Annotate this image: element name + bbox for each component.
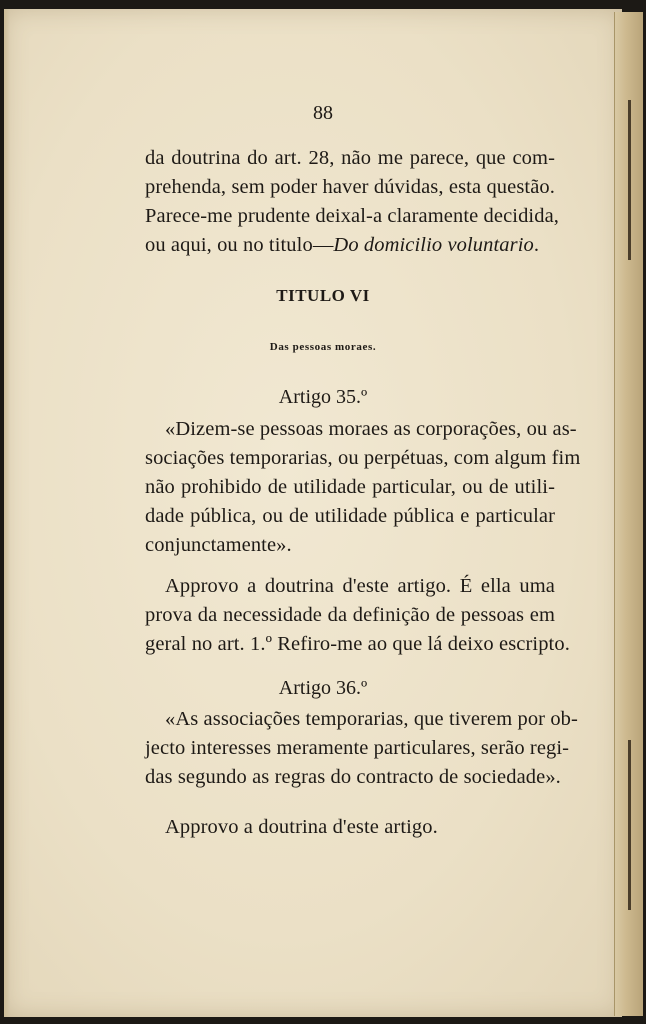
article-quote <box>145 415 581 560</box>
text-line: ou aqui, ou no titulo—Do domicilio voluntario. <box>145 234 540 256</box>
text-line: dade pública, ou de utilidade pública e particular <box>145 505 555 527</box>
text-line: das segundo as regras do contracto de sociedade». <box>145 766 561 788</box>
text-line: Approvo a doutrina d'este artigo. É ella uma <box>165 575 555 597</box>
text-line: geral no art. 1.º Refiro-me ao que lá deixo escripto. <box>145 633 570 655</box>
intro-paragraph <box>145 144 559 260</box>
article-heading: Artigo 35.º <box>278 386 368 408</box>
text-line: Parece-me prudente deixal-a claramente decidida, <box>145 205 559 227</box>
text-line: prova da necessidade da definição de pessoas em <box>145 604 555 626</box>
article-comment <box>145 572 570 659</box>
text-line: «Dizem-se pessoas moraes as corporações, ou as- <box>165 418 577 440</box>
article-comment <box>145 813 555 842</box>
text-line: jecto interesses meramente particulares, serão regi- <box>145 737 570 759</box>
page-gutter-shadow <box>4 9 10 1017</box>
text-line: «As associações temporarias, que tiverem por ob- <box>165 708 578 730</box>
italic-reference: Do domicilio voluntario <box>333 234 534 256</box>
section-title: TITULO VI <box>276 286 370 305</box>
article-heading: Artigo 36.º <box>278 677 368 699</box>
section-subtitle: Das pessoas moraes. <box>269 341 377 353</box>
text-line: conjunctamente». <box>145 534 292 556</box>
text-line: prehenda, sem poder haver dúvidas, esta questão. <box>145 176 555 198</box>
text-line: Approvo a doutrina d'este artigo. <box>165 816 438 838</box>
text-line: não prohibido de utilidade particular, ou de utili- <box>145 476 555 498</box>
page-number: 88 <box>313 102 333 124</box>
edge-mark <box>628 740 631 910</box>
text-line: da doutrina do art. 28, não me parece, que com- <box>145 147 555 169</box>
text-line: sociações temporarias, ou perpétuas, com algum fim <box>145 447 581 469</box>
article-quote <box>145 705 578 792</box>
